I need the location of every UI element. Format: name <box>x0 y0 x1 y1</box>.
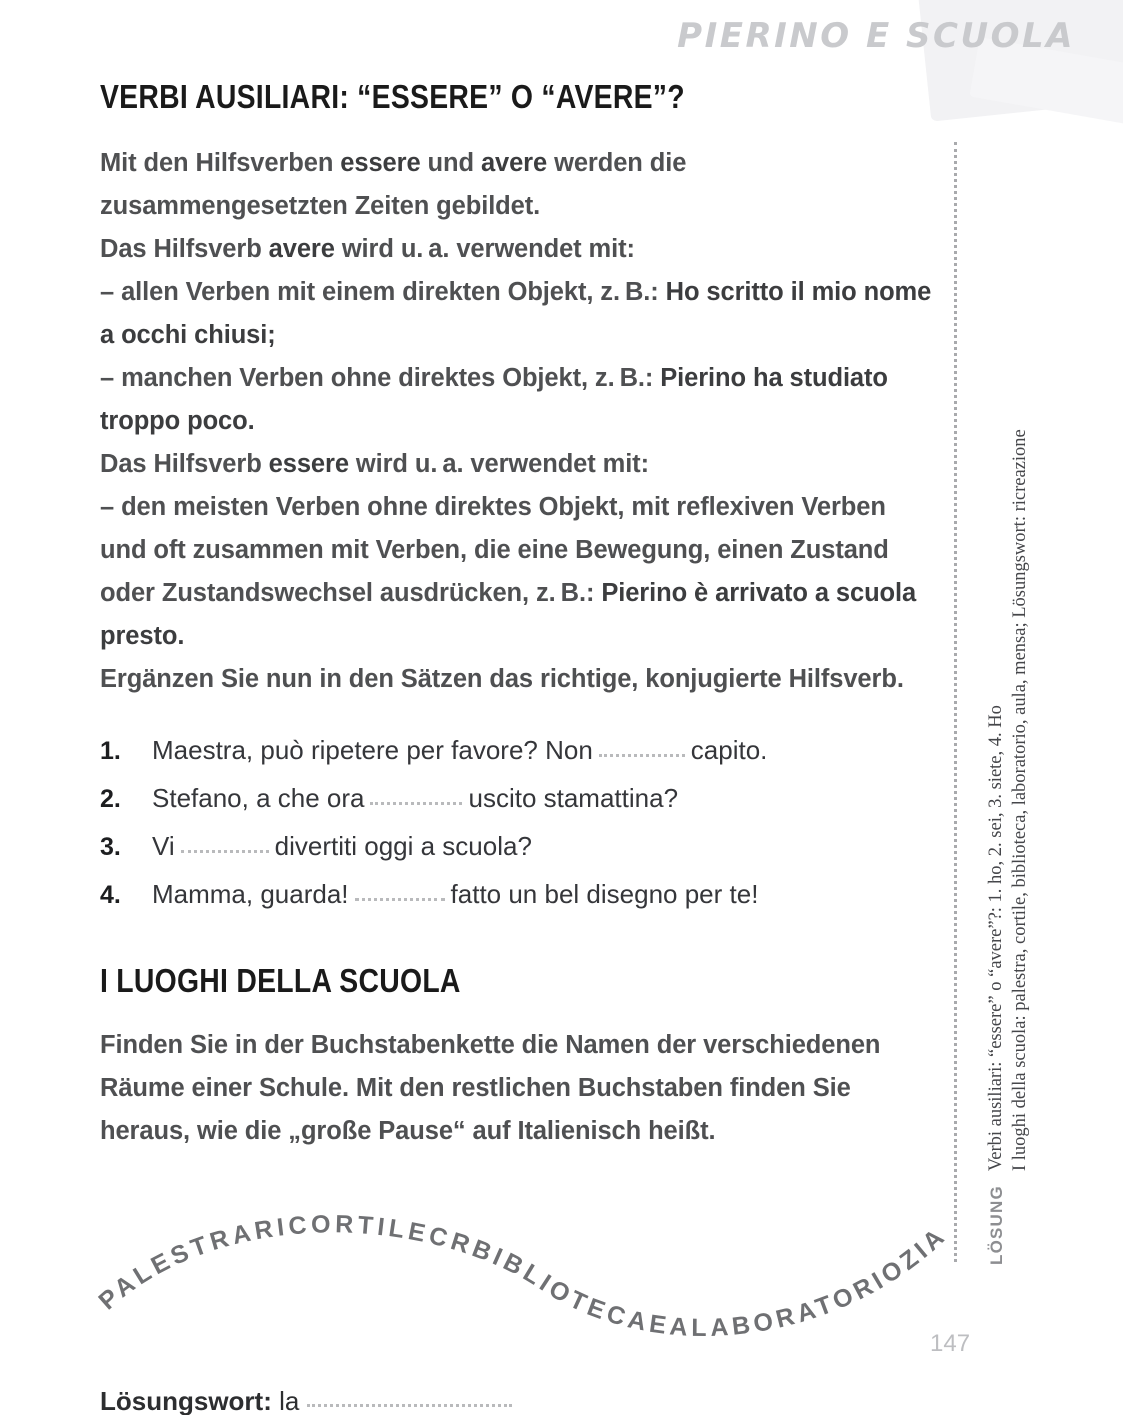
solution-sidebar-label: LÖSUNG <box>987 1185 1006 1265</box>
intro-paragraph <box>100 142 935 228</box>
solution-sidebar <box>985 0 1055 1265</box>
section2-instructions-text: Finden Sie in der Buchstabenkette die Namen der verschiedenen Räume einer Schule. Mit den restlichen Buchstaben finden Sie heraus, wie die „große Pause“ auf Italienisch heißt. <box>100 1031 881 1145</box>
solution-sidebar-line-2: I luoghi della scuola: palestra, cortile, biblioteca, laboratorio, aula, mensa; Lösungswort: ricreazione <box>1010 429 1030 1172</box>
emphasis-text: avere <box>268 235 335 263</box>
body-text: Das Hilfsverb <box>100 235 269 263</box>
exercise-item <box>100 735 935 766</box>
body-text: Mit den Hilfsverben <box>100 149 341 177</box>
section2-instructions <box>100 1024 935 1153</box>
solution-sidebar-line-1: Verbi ausiliari: “essere” o “avere”?: 1. ho, 2. sei, 3. siete, 4. Ho <box>986 705 1006 1172</box>
body-text: werden die zusammengesetzten Zeiten gebildet. <box>100 149 687 220</box>
exercise-blank[interactable] <box>181 850 269 853</box>
exercise-list <box>100 735 935 910</box>
emphasis-text: Ho scritto il mio nome a occhi chiusi; <box>100 278 932 349</box>
intro-paragraph <box>100 271 935 357</box>
intro-paragraph <box>100 443 935 486</box>
section-title-luoghi-della-scuola: I LUOGHI DELLA SCUOLA <box>100 962 461 999</box>
exercise-sentence <box>152 831 532 862</box>
exercise-sentence <box>152 735 767 766</box>
exercise-text-before-blank: Stefano, a che ora <box>152 783 365 813</box>
body-text: Ergänzen Sie nun in den Sätzen das richtige, konjugierte Hilfsverb. <box>100 665 904 693</box>
exercise-number: 4. <box>100 881 121 909</box>
body-text: und <box>420 149 481 177</box>
intro-paragraph <box>100 486 935 658</box>
exercise-text-after-blank: capito. <box>690 735 768 765</box>
solution-word-label: Lösungswort: <box>100 1386 272 1415</box>
exercise-sentence <box>152 783 678 814</box>
body-text: wird u. a. verwendet mit: <box>348 450 649 478</box>
running-head-title: PIERINO E SCUOLA <box>677 16 1075 56</box>
exercise-number: 3. <box>100 833 121 861</box>
solution-word-line <box>100 1386 935 1415</box>
vertical-dotted-divider <box>954 142 957 1262</box>
body-text: Das Hilfsverb <box>100 450 269 478</box>
section1-intro-text <box>100 142 935 701</box>
letter-chain-text: PALESTRARICORTILECRBIBLIOTECAEALABORATORIOZIAULAONMENSAE <box>87 1171 953 1343</box>
section-title-verbi-ausiliari: VERBI AUSILIARI: “ESSERE” O “AVERE”? <box>100 78 685 115</box>
exercise-text-after-blank: uscito stamattina? <box>468 783 679 813</box>
intro-paragraph <box>100 658 935 701</box>
body-text: – den meisten Verben ohne direktes Objekt, mit reflexiven Verben und oft zusammen mit Verben, die eine Bewegung, einen Zustand oder Zustandswechsel ausdrücken, z. B.: <box>100 493 889 607</box>
exercise-blank[interactable] <box>599 754 685 757</box>
page-number: 147 <box>930 1330 971 1357</box>
intro-paragraph <box>100 357 935 443</box>
solution-word-article: la <box>279 1386 300 1415</box>
emphasis-text: Pierino è arrivato a scuola presto. <box>100 579 917 650</box>
exercise-text-after-blank: divertiti oggi a scuola? <box>274 831 532 861</box>
emphasis-text: essere <box>340 149 421 177</box>
exercise-blank[interactable] <box>355 898 445 901</box>
body-text: – manchen Verben ohne direktes Objekt, z. B.: <box>100 364 661 392</box>
exercise-sentence <box>152 879 758 910</box>
exercise-item <box>100 879 935 910</box>
solution-word-blank[interactable] <box>307 1404 512 1407</box>
exercise-item <box>100 831 935 862</box>
emphasis-text: avere <box>480 149 548 177</box>
intro-paragraph <box>100 228 935 271</box>
emphasis-text: essere <box>268 450 349 478</box>
exercise-text-after-blank: fatto un bel disegno per te! <box>450 879 759 909</box>
letter-chain-svg <box>87 1171 955 1368</box>
body-text: wird u. a. verwendet mit: <box>334 235 635 263</box>
exercise-item <box>100 783 935 814</box>
body-text: – allen Verben mit einem direkten Objekt, z. B.: <box>100 278 666 306</box>
exercise-text-before-blank: Maestra, può ripetere per favore? Non <box>152 735 593 765</box>
exercise-text-before-blank: Vi <box>152 831 175 861</box>
emphasis-text: Pierino ha studiato troppo poco. <box>100 364 888 435</box>
exercise-number: 2. <box>100 785 121 813</box>
exercise-blank[interactable] <box>370 802 462 805</box>
exercise-number: 1. <box>100 737 121 765</box>
exercise-text-before-blank: Mamma, guarda! <box>152 879 349 909</box>
letter-chain-puzzle <box>87 1171 955 1368</box>
